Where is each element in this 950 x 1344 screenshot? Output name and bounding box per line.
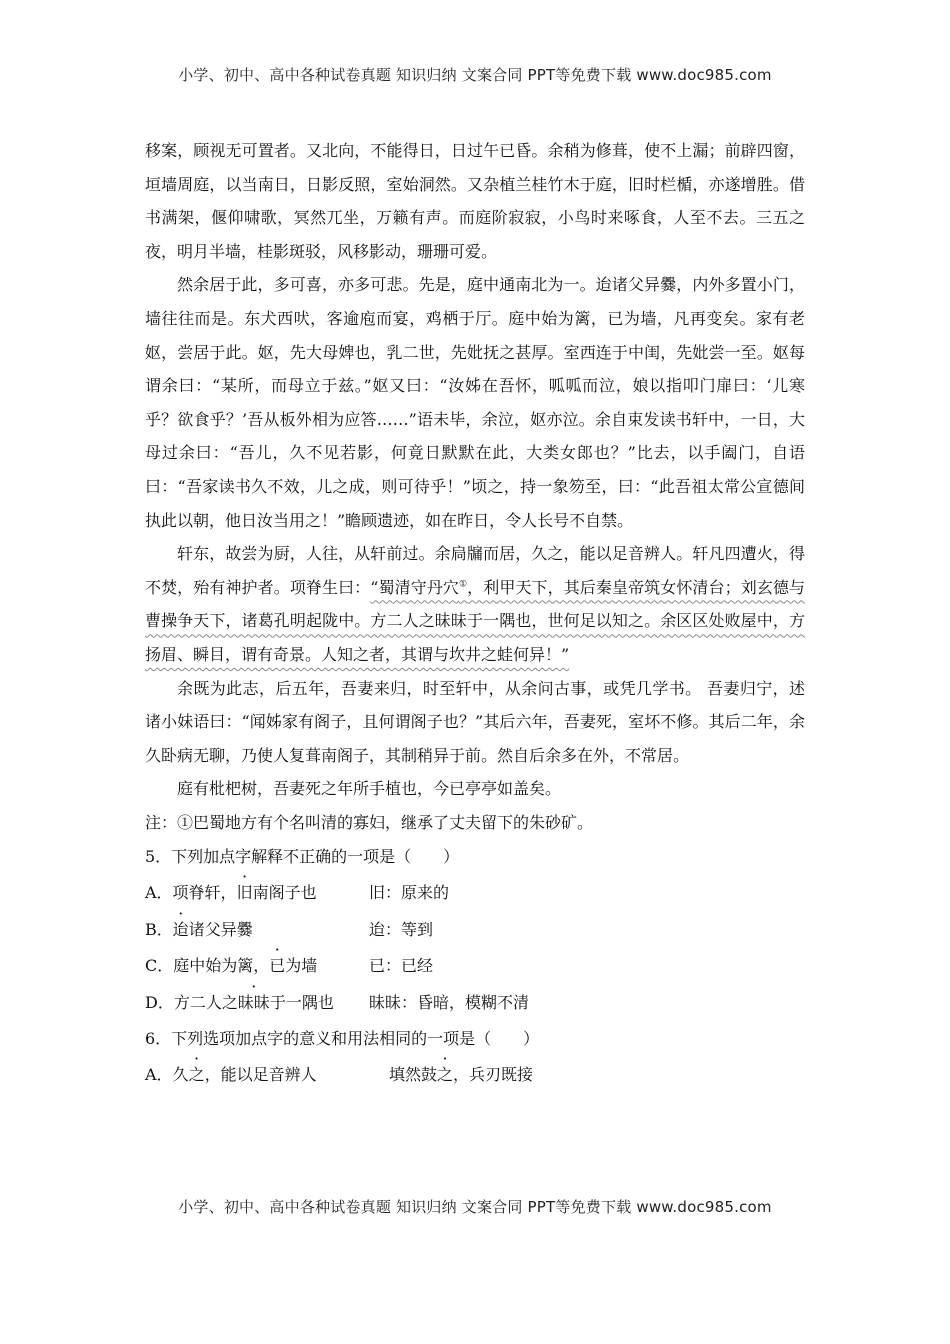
- document-body: [145, 134, 805, 1094]
- paragraph-5: 庭有枇杷树，吾妻死之年所手植也，今已亭亭如盖矣。: [177, 779, 562, 799]
- emphasis-dot-char: 昧昧: [237, 992, 270, 1012]
- emphasis-dot-char: 旧: [236, 883, 253, 903]
- emphasis-dot-char: 之: [437, 1065, 454, 1085]
- wavy-underlined-quote: “蜀清守丹穴①，利甲天下，其后秦皇帝筑女怀清台；刘玄德与曹操争天下，诸葛孔明起陇中。方二人之昧昧于一隅也，世何足以知之。余区区处败屋中，方扬眉、瞬目，谓有奇景。人知之者，其谓与坎井之蛙何异！”: [145, 577, 805, 664]
- emphasis-dot-char: 之: [188, 1065, 205, 1085]
- paragraph-3: [145, 537, 805, 671]
- page-header: 小学、初中、高中各种试卷真题 知识归纳 文案合同 PPT等免费下载 www.doc985.com: [178, 66, 772, 84]
- question-5-option-d: D．方二人之昧昧于一隅也 昧昧：昏暗，模糊不清: [145, 992, 530, 1012]
- question-5-option-b: B．迨诸父异爨 迨：等到: [145, 919, 434, 939]
- question-6-option-a: A．久之，能以足音辨人 填然鼓之，兵刃既接: [145, 1065, 534, 1085]
- paragraph-1: 移案，顾视无可置者。又北向，不能得日，日过午已昏。余稍为修葺，使不上漏；前辟四窗，垣墙周庭，以当南日，日影反照，室始洞然。又杂植兰桂竹木于庭，旧时栏楯，亦遂增胜。借书满架，偃仰啸歌，冥然兀坐，万籁有声。而庭阶寂寂，小鸟时来啄食，人至不去。三五之夜，明月半墙，桂影斑驳，风移影动，珊珊可爱。: [145, 141, 805, 261]
- paragraph-3-text: 轩东，故尝为厨，人往，从轩前过。余扃牖而居，久之，能以足音辨人。轩凡四遭火，得不焚，殆有神护者。项脊生曰：: [145, 544, 805, 597]
- emphasis-dot-char: 已: [269, 956, 286, 976]
- footnote: 注：①巴蜀地方有个名叫清的寡妇，继承了丈夫留下的朱砂矿。: [145, 812, 594, 832]
- question-5-stem: 5．下列加点字解释不正确的一项是（ ）: [145, 847, 460, 867]
- paragraph-2: 然余居于此，多可喜，亦多可悲。先是，庭中通南北为一。迨诸父异爨，内外多置小门，墙往往而是。东犬西吠，客逾庖而宴，鸡栖于厅。庭中始为篱，已为墙，凡再变矣。家有老妪，尝居于此。妪，先大母婢也，乳二世，先妣抚之甚厚。室西连于中闺，先妣尝一至。妪每谓余曰：“某所，而母立于兹。”妪又曰：“汝姊在吾怀，呱呱而泣，娘以指叩门扉曰：‘儿寒乎？欲食乎？’吾从板外相为应答……”语未毕，余泣，妪亦泣。余自束发读书轩中，一日，大母过余曰：“吾儿，久不见若影，何竟日默默在此，大类女郎也？”比去，以手阖门，自语曰：“吾家读书久不效，儿之成，则可待乎！”顷之，持一象笏至，曰：“此吾祖太常公宣德间执此以朝，他日汝当用之！”瞻顾遗迹，如在昨日，令人长号不自禁。: [145, 275, 805, 530]
- paragraph-4: 余既为此志，后五年，吾妻来归，时至轩中，从余问古事，或凭几学书。 吾妻归宁，述诸小妹语曰：“闻姊家有阁子，且何谓阁子也？”其后六年，吾妻死，室坏不修。其后二年，余久卧病无聊，乃使人复葺南阁子，其制稍异于前。然自后余多在外，不常居。: [145, 678, 805, 765]
- question-5-option-a: A．项脊轩，旧南阁子也 旧：原来的: [145, 883, 450, 903]
- question-6-stem: 6．下列选项加点字的意义和用法相同的一项是（ ）: [145, 1029, 540, 1049]
- footnote-marker: ①: [459, 579, 468, 590]
- emphasis-dot-char: 迨: [172, 919, 189, 939]
- question-5-option-c: C．庭中始为篱，已为墙 已：已经: [145, 956, 434, 976]
- page-footer: 小学、初中、高中各种试卷真题 知识归纳 文案合同 PPT等免费下载 www.doc985.com: [178, 1198, 772, 1216]
